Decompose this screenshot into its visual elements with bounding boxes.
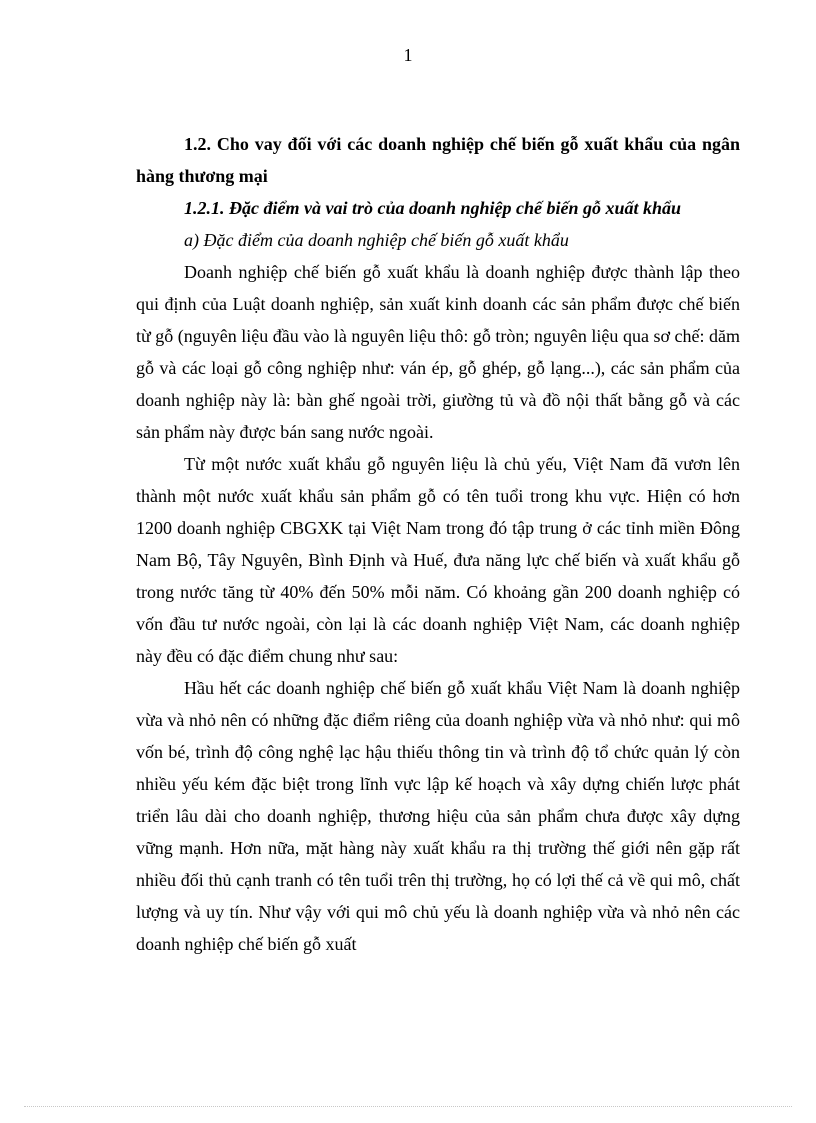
page-bottom-divider: [24, 1106, 792, 1107]
body-paragraph: Hầu hết các doanh nghiệp chế biến gỗ xuất khẩu Việt Nam là doanh nghiệp vừa và nhỏ nên có những đặc điểm riêng của doanh nghiệp vừa và nhỏ như: qui mô vốn bé, trình độ công nghệ lạc hậu thiếu thông tin và trình độ tổ chức quản lý còn nhiều yếu kém đặc biệt trong lĩnh vực lập kế hoạch và xây dựng chiến lược phát triển lâu dài cho doanh nghiệp, thương hiệu của sản phẩm chưa được xây dựng vững mạnh. Hơn nữa, mặt hàng này xuất khẩu ra thị trường thế giới nên gặp rất nhiều đối thủ cạnh tranh có tên tuổi trên thị trường, họ có lợi thế cả về qui mô, chất lượng và uy tín. Như vậy với qui mô chủ yếu là doanh nghiệp vừa và nhỏ nên các doanh nghiệp chế biến gỗ xuất: [136, 678, 740, 954]
page-number: 1: [403, 45, 413, 65]
document-body: [136, 128, 740, 960]
sub-item-heading: a) Đặc điểm của doanh nghiệp chế biến gỗ xuất khẩu: [184, 230, 569, 250]
body-paragraph: Từ một nước xuất khẩu gỗ nguyên liệu là chủ yếu, Việt Nam đã vươn lên thành một nước xuất khẩu sản phẩm gỗ có tên tuổi trong khu vực. Hiện có hơn 1200 doanh nghiệp CBGXK tại Việt Nam trong đó tập trung ở các tỉnh miền Đông Nam Bộ, Tây Nguyên, Bình Định và Huế, đưa năng lực chế biến và xuất khẩu gỗ trong nước tăng từ 40% đến 50% mỗi năm. Có khoảng gần 200 doanh nghiệp có vốn đầu tư nước ngoài, còn lại là các doanh nghiệp Việt Nam, các doanh nghiệp này đều có đặc điểm chung như sau:: [136, 454, 740, 666]
body-paragraph: Doanh nghiệp chế biến gỗ xuất khẩu là doanh nghiệp được thành lập theo qui định của Luật doanh nghiệp, sản xuất kinh doanh các sản phẩm được chế biến từ gỗ (nguyên liệu đầu vào là nguyên liệu thô: gỗ tròn; nguyên liệu qua sơ chế: dăm gỗ và các loại gỗ công nghiệp như: ván ép, gỗ ghép, gỗ lạng...), các sản phẩm của doanh nghiệp này là: bàn ghế ngoài trời, giường tủ và đồ nội thất bằng gỗ và các sản phẩm này được bán sang nước ngoài.: [136, 262, 740, 442]
section-heading: 1.2. Cho vay đối với các doanh nghiệp chế biến gỗ xuất khẩu của ngân hàng thương mại: [136, 134, 740, 186]
subsection-heading: 1.2.1. Đặc điểm và vai trò của doanh nghiệp chế biến gỗ xuất khẩu: [184, 198, 682, 218]
